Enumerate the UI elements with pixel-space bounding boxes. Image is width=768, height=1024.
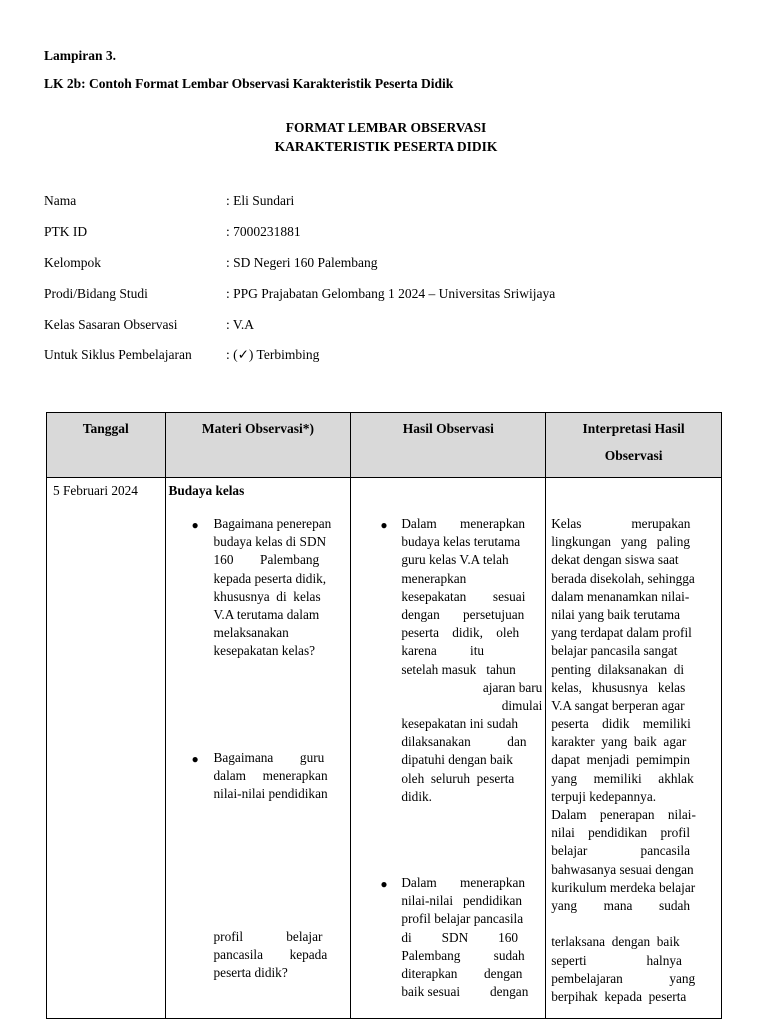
text-line: kesepakatan ini sudah <box>401 716 519 732</box>
header-hasil: Hasil Observasi <box>351 413 546 478</box>
text-line: karena itu <box>401 643 485 659</box>
text-line: dapat menjadi pemimpin <box>551 752 691 768</box>
text-line: dalam menerapkan <box>213 768 328 784</box>
text-line: kurikulum merdeka belajar <box>551 879 696 895</box>
header-tanggal: Tanggal <box>47 413 166 478</box>
table-header-row <box>47 413 722 478</box>
bullet-icon: ● <box>191 752 199 766</box>
text-line: profil belajar <box>213 929 323 944</box>
cell-interpretasi <box>546 478 722 1019</box>
text-line: Palembang sudah <box>401 947 525 963</box>
text-line: peserta didik memiliki <box>551 716 691 732</box>
lk-title: LK 2b: Contoh Format Lembar Observasi Karakteristik Peserta Didik <box>44 76 454 91</box>
text-line: yang mana sudah <box>551 897 691 913</box>
text-line: dekat dengan siswa saat <box>551 552 679 568</box>
text-line: lingkungan yang paling <box>551 534 691 550</box>
info-value-nama: : Eli Sundari <box>226 193 295 208</box>
text-line: pembelajaran yang <box>551 970 696 986</box>
info-value-ptk-id: : 7000231881 <box>226 224 301 239</box>
text-line: peserta didik, oleh <box>401 625 520 641</box>
text-line: dimulai <box>501 697 543 713</box>
info-label-kelas: Kelas Sasaran Observasi <box>44 317 178 332</box>
text-line: diterapkan dengan <box>401 965 523 981</box>
tanggal-value: 5 Februari 2024 <box>53 483 138 498</box>
text-line: menerapkan <box>401 570 467 586</box>
text-line: terlaksana dengan baik <box>551 934 680 950</box>
text-line: yang terdapat dalam profil <box>551 625 692 641</box>
materi-heading: Budaya kelas <box>168 483 245 498</box>
text-line: budaya kelas di SDN <box>213 534 327 550</box>
text-line: V.A terutama dalam <box>213 606 320 622</box>
text-line: nilai yang baik terutama <box>551 606 681 622</box>
cell-hasil <box>351 478 546 1019</box>
text-line: nilai-nilai pendidikan <box>401 893 523 909</box>
text-line: dipatuhi dengan baik <box>401 752 513 768</box>
header-materi: Materi Observasi*) <box>165 413 351 478</box>
text-line: Kelas merupakan <box>551 516 691 531</box>
hasil-observasi-2 <box>401 874 542 1001</box>
materi-question-2a <box>214 749 347 804</box>
text-line: peserta didik? <box>213 965 288 981</box>
interpretasi-text <box>551 515 718 1006</box>
text-line: profil belajar pancasila <box>401 911 524 927</box>
text-line: seperti halnya <box>551 952 682 968</box>
text-line: nilai pendidikan profil <box>551 825 691 841</box>
text-line: dalam menanamkan nilai- <box>551 588 690 604</box>
text-line: Dalam penerapan nilai- <box>551 807 696 822</box>
bullet-icon: ● <box>380 877 388 891</box>
text-line: kepada peserta didik, <box>213 570 327 586</box>
format-title-line1: FORMAT LEMBAR OBSERVASI <box>285 120 487 135</box>
bullet-icon: ● <box>380 518 388 532</box>
text-line: setelah masuk tahun <box>401 661 516 677</box>
text-line <box>551 915 718 933</box>
info-value-kelompok: : SD Negeri 160 Palembang <box>226 255 378 270</box>
text-line: berada disekolah, sehingga <box>551 570 695 586</box>
info-label-ptk-id: PTK ID <box>44 224 88 239</box>
text-line: belajar pancasila sangat <box>551 643 678 659</box>
text-line: khususnya di kelas <box>213 588 321 604</box>
text-line: kelas, khususnya kelas <box>551 679 686 695</box>
text-line: penting dilaksanakan di <box>551 661 685 677</box>
cell-materi <box>165 478 351 1019</box>
text-line: guru kelas V.A telah <box>401 552 509 568</box>
text-line: Bagaimana penerepan <box>213 516 332 531</box>
materi-question-1 <box>214 515 347 661</box>
text-line: V.A sangat berperan agar <box>551 697 685 713</box>
info-value-kelas: : V.A <box>226 317 255 332</box>
text-line: di SDN 160 <box>401 929 519 945</box>
text-line: oleh seluruh peserta <box>401 770 515 786</box>
text-line: baik sesuai dengan <box>401 984 529 1000</box>
info-value-siklus: : (✓) Terbimbing <box>226 347 320 362</box>
text-line: Dalam menerapkan <box>401 875 526 890</box>
text-line: kesepakatan sesuai <box>401 588 526 604</box>
text-line: ajaran baru <box>482 679 543 695</box>
text-line: bahwasanya sesuai dengan <box>551 861 694 877</box>
table-row <box>47 478 722 1019</box>
text-line: yang memiliki akhlak <box>551 770 694 786</box>
text-line: budaya kelas terutama <box>401 534 521 550</box>
info-label-prodi: Prodi/Bidang Studi <box>44 286 148 301</box>
text-line: terpuji kedepannya. <box>551 788 657 804</box>
text-line: dengan persetujuan <box>401 606 525 622</box>
format-title-line2: KARAKTERISTIK PESERTA DIDIK <box>274 139 498 154</box>
text-line: berpihak kepada peserta <box>551 988 687 1004</box>
text-line: belajar pancasila <box>551 843 691 859</box>
observation-table <box>46 412 722 1019</box>
text-line: Dalam menerapkan <box>401 516 526 531</box>
header-interpretasi: Interpretasi Hasil Observasi <box>546 413 722 478</box>
text-line: didik. <box>401 788 432 804</box>
info-label-kelompok: Kelompok <box>44 255 101 270</box>
text-line: karakter yang baik agar <box>551 734 687 750</box>
text-line: nilai-nilai pendidikan <box>213 786 328 802</box>
lampiran-label: Lampiran 3. <box>44 48 117 63</box>
bullet-icon: ● <box>191 518 199 532</box>
materi-question-2b <box>214 928 347 983</box>
text-line: kesepakatan kelas? <box>213 643 316 659</box>
text-line: melaksanakan <box>213 625 289 641</box>
text-line: 160 Palembang <box>213 552 320 568</box>
text-line: pancasila kepada <box>213 947 328 963</box>
info-label-siklus: Untuk Siklus Pembelajaran <box>44 347 192 362</box>
info-label-nama: Nama <box>44 193 77 208</box>
cell-tanggal <box>47 478 166 1019</box>
text-line: Bagaimana guru <box>213 750 325 765</box>
hasil-observasi-1 <box>401 515 542 806</box>
text-line: dilaksanakan dan <box>401 734 527 750</box>
info-value-prodi: : PPG Prajabatan Gelombang 1 2024 – Universitas Sriwijaya <box>226 286 556 301</box>
